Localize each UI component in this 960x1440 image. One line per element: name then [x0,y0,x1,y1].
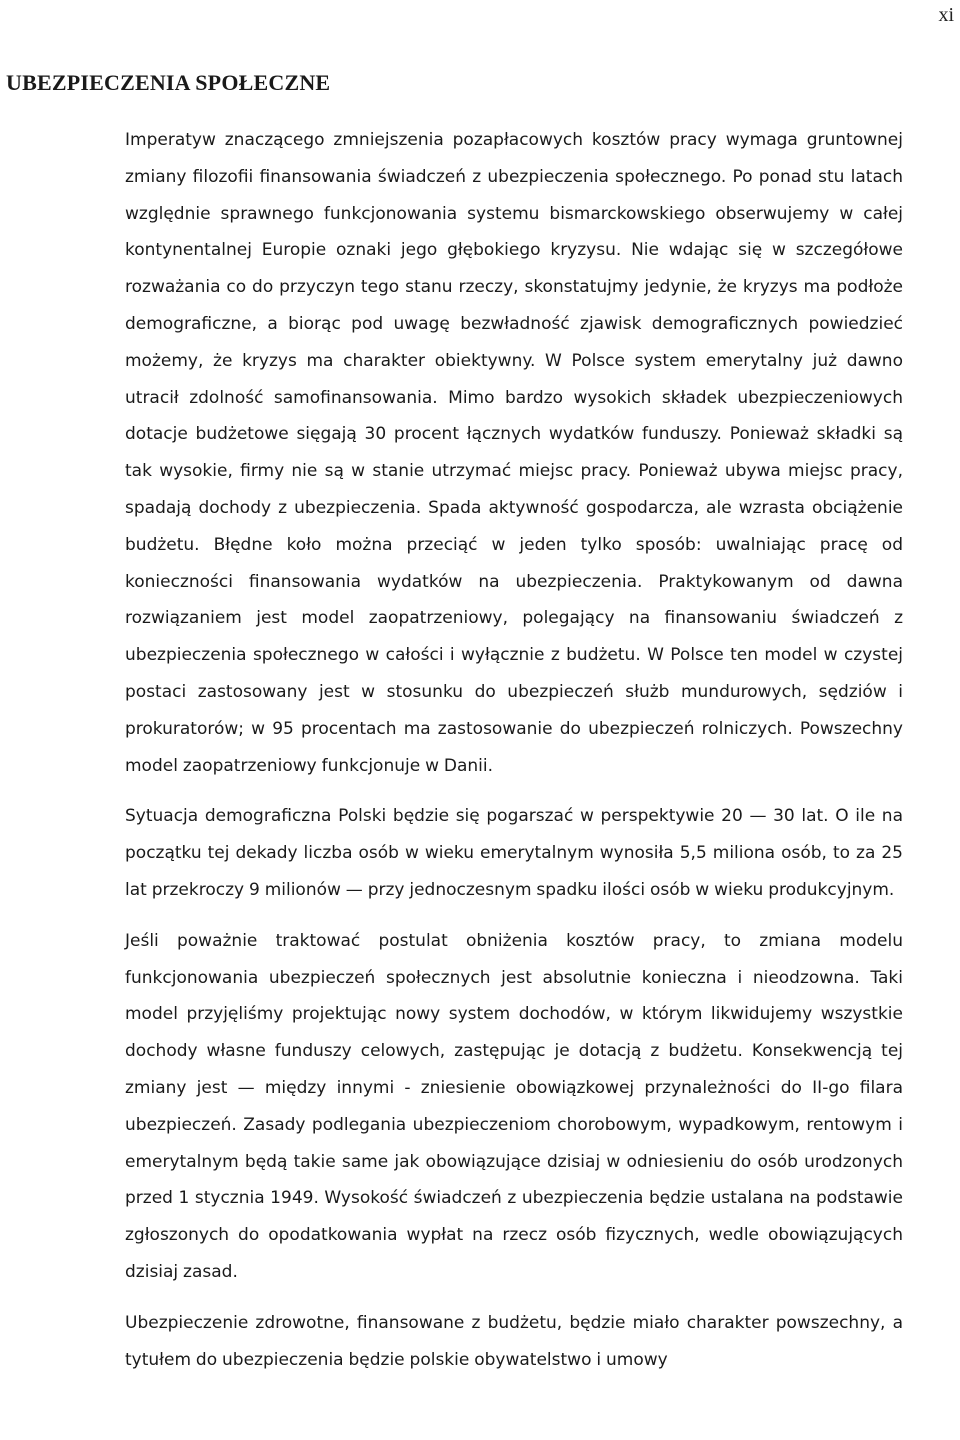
section-heading: UBEZPIECZENIA SPOŁECZNE [6,70,331,95]
page-number: xi [938,4,954,26]
paragraph: Jeśli poważnie traktować postulat obniżenia kosztów pracy, to zmiana modelu funkcjonowania ubezpieczeń społecznych jest absolutnie konieczna i nieodzowna. Taki model przyjęliśmy projektując nowy system dochodów, w którym likwidujemy wszystkie dochody własne funduszy celowych, zastępując je dotacją z budżetu. Konsekwencją tej zmiany jest — między innymi - zniesienie obowiązkowej przynależności do II-go filara ubezpieczeń. Zasady podlegania ubezpieczeniom chorobowym, wypadkowym, rentowym i emerytalnym będą takie same jak obowiązujące dzisiaj w odniesieniu do osób urodzonych przed 1 stycznia 1949. Wysokość świadczeń z ubezpieczenia będzie ustalana na podstawie zgłoszonych do opodatkowania wypłat na rzecz osób fizycznych, wedle obowiązujących dzisiaj zasad. [125,930,903,1282]
paragraph: Ubezpieczenie zdrowotne, finansowane z budżetu, będzie miało charakter powszechny, a tytułem do ubezpieczenia będzie polskie obywatelstwo i umowy [125,1312,903,1370]
paragraph: Imperatyw znaczącego zmniejszenia pozapłacowych kosztów pracy wymaga gruntownej zmiany filozofii finansowania świadczeń z ubezpieczenia społecznego. Po ponad stu latach względnie sprawnego funkcjonowania systemu bismarckowskiego obserwujemy w całej kontynentalnej Europie oznaki jego głębokiego kryzysu. Nie wdając się w szczegółowe rozważania co do przyczyn tego stanu rzeczy, skonstatujmy jedynie, że kryzys ma podłoże demograficzne, a biorąc pod uwagę bezwładność zjawisk demograficznych powiedzieć możemy, że kryzys ma charakter obiektywny. W Polsce system emerytalny już dawno utracił zdolność samofinansowania. Mimo bardzo wysokich składek ubezpieczeniowych dotacje budżetowe sięgają 30 procent łącznych wydatków funduszy. Ponieważ składki są tak wysokie, firmy nie są w stanie utrzymać miejsc pracy. Ponieważ ubywa miejsc pracy, spadają dochody z ubezpieczenia. Spada aktywność gospodarcza, ale wzrasta obciążenie budżetu. Błędne koło można przeciąć w jeden tylko sposób: uwalniając pracę od konieczności finansowania wydatków na ubezpieczenia. Praktykowanym od dawna rozwiązaniem jest model zaopatrzeniowy, polegający na finansowaniu świadczeń z ubezpieczenia społecznego w całości i wyłącznie z budżetu. W Polsce ten model w czystej postaci zastosowany jest w stosunku do ubezpieczeń służb mundurowych, sędziów i prokuratorów; w 95 procentach ma zastosowanie do ubezpieczeń rolniczych. Powszechny model zaopatrzeniowy funkcjonuje w Danii. [125,130,903,776]
paragraph: Sytuacja demograficzna Polski będzie się pogarszać w perspektywie 20 — 30 lat. O ile na początku tej dekady liczba osób w wieku emerytalnym wynosiła 5,5 miliona osób, to za 25 lat przekroczy 9 milionów — przy jednoczesnym spadku ilości osób w wieku produkcyjnym. [125,806,903,900]
body-text [125,122,903,1378]
